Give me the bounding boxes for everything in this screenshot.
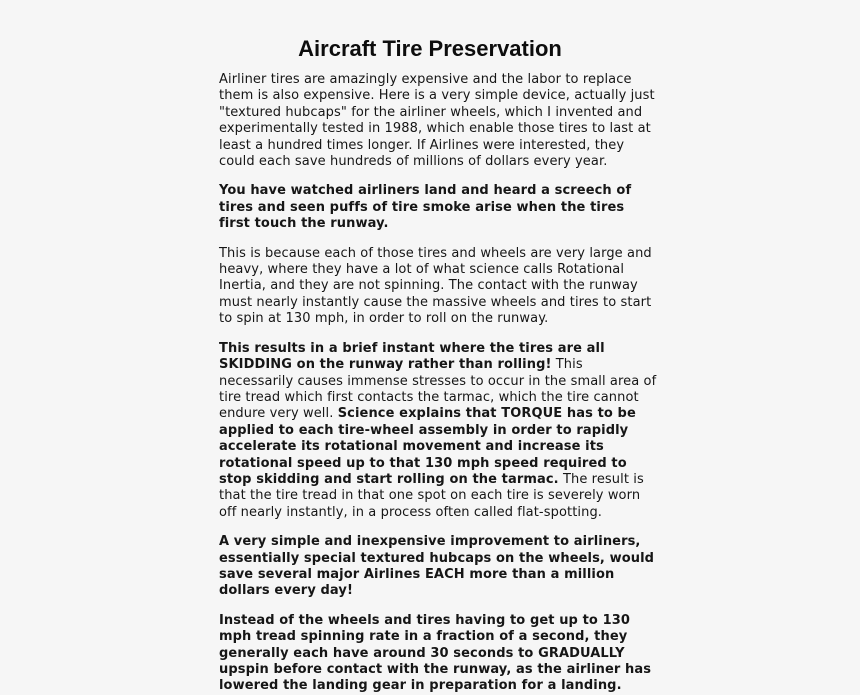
paragraph-text: This is because each of those tires and wheels are very large and heavy, where they have a lot of what science calls Rotational Inertia, and they are not spinning. The contact with the runway must nearly instantly cause the massive wheels and tires to start to spin at 130 mph, in order to roll on the runway. (219, 245, 652, 327)
paragraph-savings (219, 534, 659, 600)
paragraph-text: The result is that the tire tread in that one spot on each tire is severely worn off nearly instantly, in a process often called flat-spotting. (219, 471, 644, 520)
paragraph-upspin (219, 613, 659, 695)
document-body (219, 72, 659, 695)
paragraph-text: Airliner tires are amazingly expensive and the labor to replace them is also expensive. Here is a very simple device, actually just "textured hubcaps" for the airliner wheels, which I invented and experimentally tested in 1988, which enable those tires to last at least a hundred times longer. If Airlines were interested, they could each save hundreds of millions of dollars every year. (219, 72, 655, 170)
paragraph-text: This necessarily causes immense stresses to occur in the small area of tire tread which first contacts the tarmac, which the tire cannot endure very well. (219, 357, 657, 422)
paragraph-text: Instead of the wheels and tires having to get up to 130 mph tread spinning rate in a fraction of a second, they generally each have around 30 seconds to GRADUALLY upspin before contact with the runway, as the airliner has lowered the landing gear in preparation for a landing. (219, 612, 652, 694)
paragraph-screech (219, 183, 659, 232)
page-title: Aircraft Tire Preservation (298, 36, 562, 61)
paragraph-text: A very simple and inexpensive improvement to airliners, essentially special textured hubcaps on the wheels, would save several major Airlines EACH more than a million dollars every day! (219, 534, 655, 599)
paragraph-text-bold: Science explains that TORQUE has to be applied to each tire-wheel assembly in order to rapidly accelerate its rotational movement and increase its rotational speed up to that 130 mph speed required to stop skidding and start rolling on the tarmac. (219, 406, 636, 487)
paragraph-inertia (219, 246, 659, 328)
paragraph-text: You have watched airliners land and heard a screech of tires and seen puffs of tire smoke arise when the tires first touch the runway. (219, 183, 632, 232)
paragraph-text-bold: This results in a brief instant where the tires are all SKIDDING on the runway rather than rolling! (219, 340, 605, 373)
paragraph-skidding (219, 341, 659, 521)
paragraph-intro (219, 72, 659, 170)
